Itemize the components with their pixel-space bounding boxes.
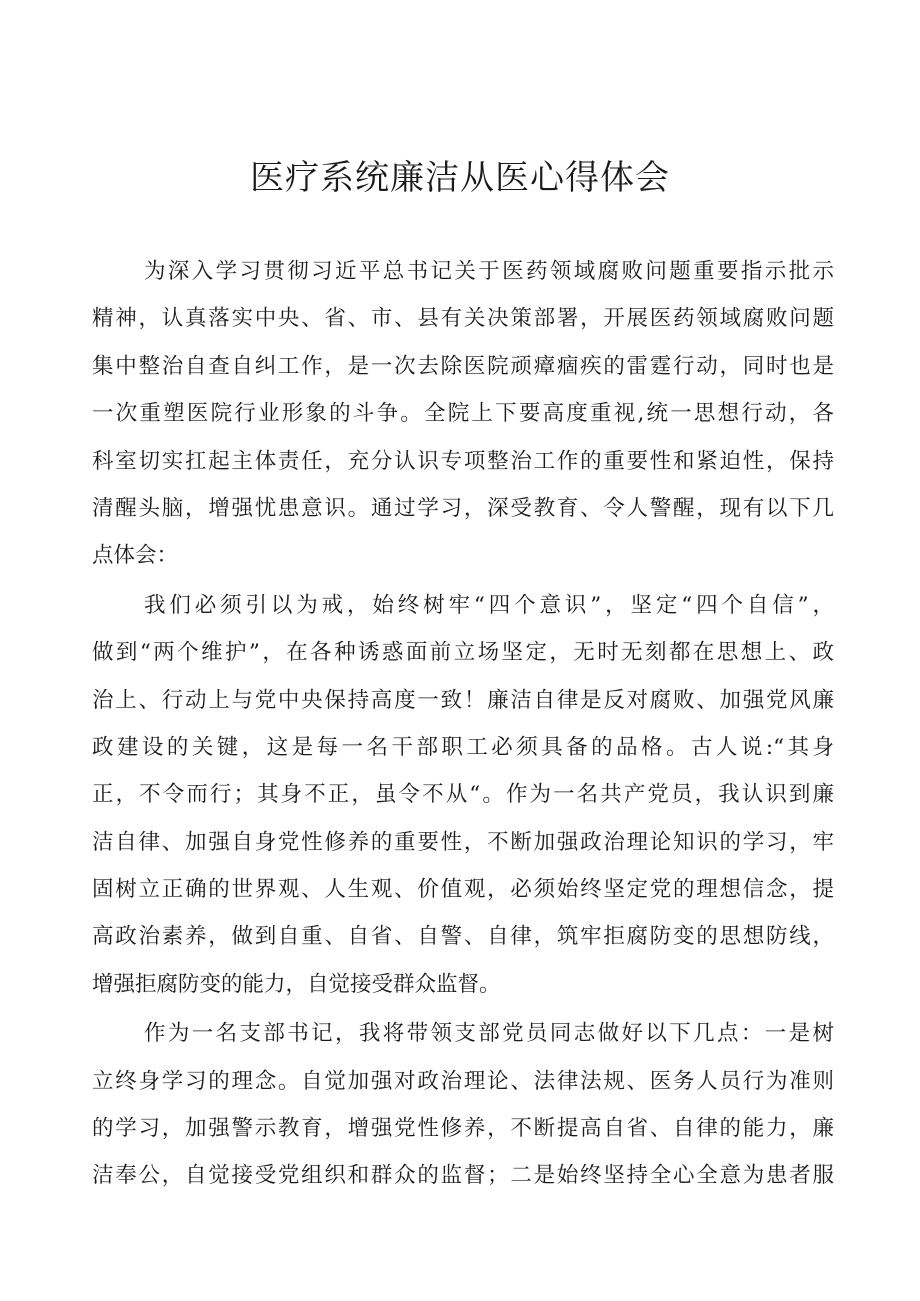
text-line: 政建设的关键，这是每一名干部职工必须具备的品格。古人说:“其身 [92, 734, 834, 760]
text-line: 科室切实扛起主体责任，充分认识专项整治工作的重要性和紧迫性，保持 [92, 448, 834, 474]
text-line: 立终身学习的理念。自觉加强对政治理论、法律法规、医务人员行为准则 [92, 1068, 834, 1094]
text-line: 我们必须引以为戒，始终树牢“四个意识”，坚定“四个自信”， [144, 592, 834, 618]
text-line: 治上、行动上与党中央保持高度一致！廉洁自律是反对腐败、加强党风廉 [92, 687, 834, 713]
text-line: 高政治素养，做到自重、自省、自警、自律，筑牢拒腐防变的思想防线， [92, 924, 834, 950]
text-line: 清醒头脑，增强忧患意识。通过学习，深受教育、令人警醒，现有以下几 [92, 495, 834, 521]
text-line: 点体会： [92, 543, 179, 569]
paragraph-3 [92, 1010, 834, 1200]
document-title: 医疗系统廉洁从医心得体会 [250, 158, 670, 198]
text-line: 做到“两个维护”，在各种诱惑面前立场坚定，无时无刻都在思想上、政 [92, 640, 834, 666]
text-line: 为深入学习贯彻习近平总书记关于医药领域腐败问题重要指示批示 [144, 259, 834, 284]
text-line: 增强拒腐防变的能力，自觉接受群众监督。 [92, 971, 501, 997]
text-line: 作为一名支部书记，我将带领支部党员同志做好以下几点：一是树 [144, 1021, 834, 1047]
text-line: 一次重塑医院行业形象的斗争。全院上下要高度重视,统一思想行动，各 [92, 401, 834, 427]
paragraph-1 [92, 248, 834, 580]
text-line: 的学习，加强警示教育，增强党性修养，不断提高自省、自律的能力，廉 [92, 1116, 834, 1142]
text-line: 集中整治自查自纠工作，是一次去除医院顽瘴痼疾的雷霆行动，同时也是 [92, 353, 834, 379]
text-line: 洁自律、加强自身党性修养的重要性，不断加强政治理论知识的学习，牢 [92, 829, 834, 855]
text-line: 固树立正确的世界观、人生观、价值观，必须始终坚定党的理想信念，提 [92, 877, 834, 903]
text-line: 正，不令而行；其身不正，虽令不从“。作为一名共产党员，我认识到廉 [92, 782, 834, 808]
text-line: 精神，认真落实中央、省、市、县有关决策部署，开展医药领域腐败问题 [92, 306, 834, 332]
document-body [92, 248, 834, 1200]
text-line: 洁奉公，自觉接受党组织和群众的监督；二是始终坚持全心全意为患者服 [92, 1163, 834, 1189]
paragraph-2 [92, 582, 834, 1009]
